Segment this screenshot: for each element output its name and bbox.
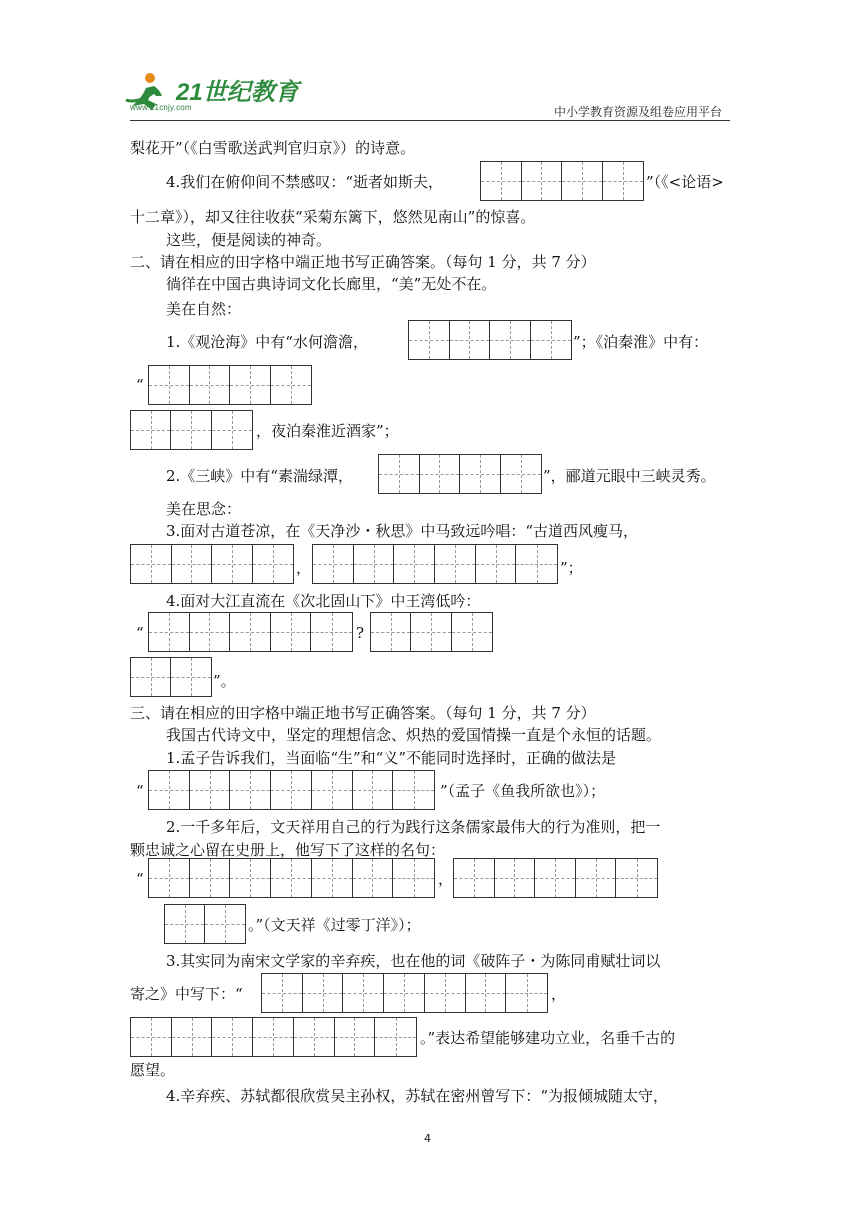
text-line: 这些，便是阅读的神奇。 xyxy=(166,231,332,249)
text-line: ”。 xyxy=(213,672,236,690)
text-line: 十二章》），却又往往收获“采菊东篱下，悠然见南山”的惊喜。 xyxy=(130,208,536,226)
tianzige-grid[interactable] xyxy=(148,365,312,405)
text-line: “ xyxy=(136,376,144,394)
text-line: 愿望。 xyxy=(130,1061,176,1079)
text-line: ，夜泊秦淮近酒家”； xyxy=(256,422,399,440)
text-line: 2.一千多年后，文天祥用自己的行为践行这条儒家最伟大的行为准则，把一 xyxy=(166,818,661,836)
tianzige-grid[interactable] xyxy=(130,657,212,697)
tianzige-grid[interactable] xyxy=(261,973,548,1013)
text-line: 徜徉在中国古典诗词文化长廊里，“美”无处不在。 xyxy=(166,275,497,293)
text-line: 我国古代诗文中，坚定的理想信念、炽热的爱国情操一直是个永恒的话题。 xyxy=(166,726,662,744)
text-line: ? xyxy=(356,624,365,642)
tianzige-grid[interactable] xyxy=(378,454,542,494)
text-line: 4.辛弃疾、苏轼都很欣赏吴主孙权，苏轼在密州曾写下：“为报倾城随太守， xyxy=(166,1087,668,1105)
text-line: 寄之》中写下：“ xyxy=(130,985,243,1003)
tianzige-grid[interactable] xyxy=(164,904,246,944)
text-line: 1.《观沧海》中有“水何澹澹， xyxy=(166,333,368,351)
tianzige-grid[interactable] xyxy=(453,858,658,898)
text-line: 梨花开”（《白雪歌送武判官归京》）的诗意。 xyxy=(130,139,416,157)
tianzige-grid[interactable] xyxy=(148,770,435,810)
tianzige-grid[interactable] xyxy=(130,1017,417,1057)
tianzige-grid[interactable] xyxy=(148,612,353,652)
platform-title: 中小学教育资源及组卷应用平台 xyxy=(553,105,722,119)
tianzige-grid[interactable] xyxy=(148,858,435,898)
tianzige-grid[interactable] xyxy=(312,544,558,584)
section-title: 二、请在相应的田字格中端正地书写正确答案。（每句 1 分，共 7 分） xyxy=(130,253,596,271)
page-number: 4 xyxy=(424,1132,431,1145)
text-line: “ xyxy=(136,870,144,888)
logo-text: 21世纪教育 xyxy=(176,79,299,106)
tianzige-grid[interactable] xyxy=(408,320,572,360)
text-line: “ xyxy=(136,624,144,642)
text-line: 。”表达希望能够建功立业，名垂千古的 xyxy=(420,1029,676,1047)
text-line: 2.《三峡》中有“素湍绿潭， xyxy=(166,467,353,485)
text-line: 1.孟子告诉我们，当面临“生”和“义”不能同时选择时，正确的做法是 xyxy=(166,749,616,767)
tianzige-grid[interactable] xyxy=(130,544,294,584)
tianzige-grid[interactable] xyxy=(480,161,644,201)
text-line: 3.其实同为南宋文学家的辛弃疾，也在他的词《破阵子・为陈同甫赋壮词以 xyxy=(166,952,661,970)
text-line: 美在自然： xyxy=(166,300,242,318)
text-line: ， xyxy=(296,559,312,577)
text-line: ， xyxy=(551,985,567,1003)
text-line: 3.面对古道苍凉，在《天净沙・秋思》中马致远吟唱：“古道西风瘦马， xyxy=(166,522,638,540)
header-divider xyxy=(130,120,730,121)
text-line: ”； xyxy=(560,559,583,577)
text-line: ”（孟子《鱼我所欲也》）； xyxy=(440,782,606,800)
text-line: ”；《泊秦淮》中有： xyxy=(573,333,709,351)
logo-url: www.21cnjy.com xyxy=(130,103,192,112)
text-line: ”，郦道元眼中三峡灵秀。 xyxy=(543,467,716,485)
text-line: ， xyxy=(438,870,454,888)
text-line: 4.我们在俯仰间不禁感叹：“逝者如斯夫， xyxy=(166,173,443,191)
text-line: 4.面对大江直流在《次北固山下》中王湾低吟： xyxy=(166,592,481,610)
tianzige-grid[interactable] xyxy=(130,410,253,450)
text-line: “ xyxy=(136,782,144,800)
section-title: 三、请在相应的田字格中端正地书写正确答案。（每句 1 分，共 7 分） xyxy=(130,704,596,722)
text-line: ”（《<论语> xyxy=(646,173,724,191)
text-line: 颗忠诚之心留在史册上，他写下了这样的名句： xyxy=(130,841,446,859)
tianzige-grid[interactable] xyxy=(370,612,493,652)
text-line: 。”（文天祥《过零丁洋》）； xyxy=(248,916,421,934)
text-line: 美在思念： xyxy=(166,500,242,518)
